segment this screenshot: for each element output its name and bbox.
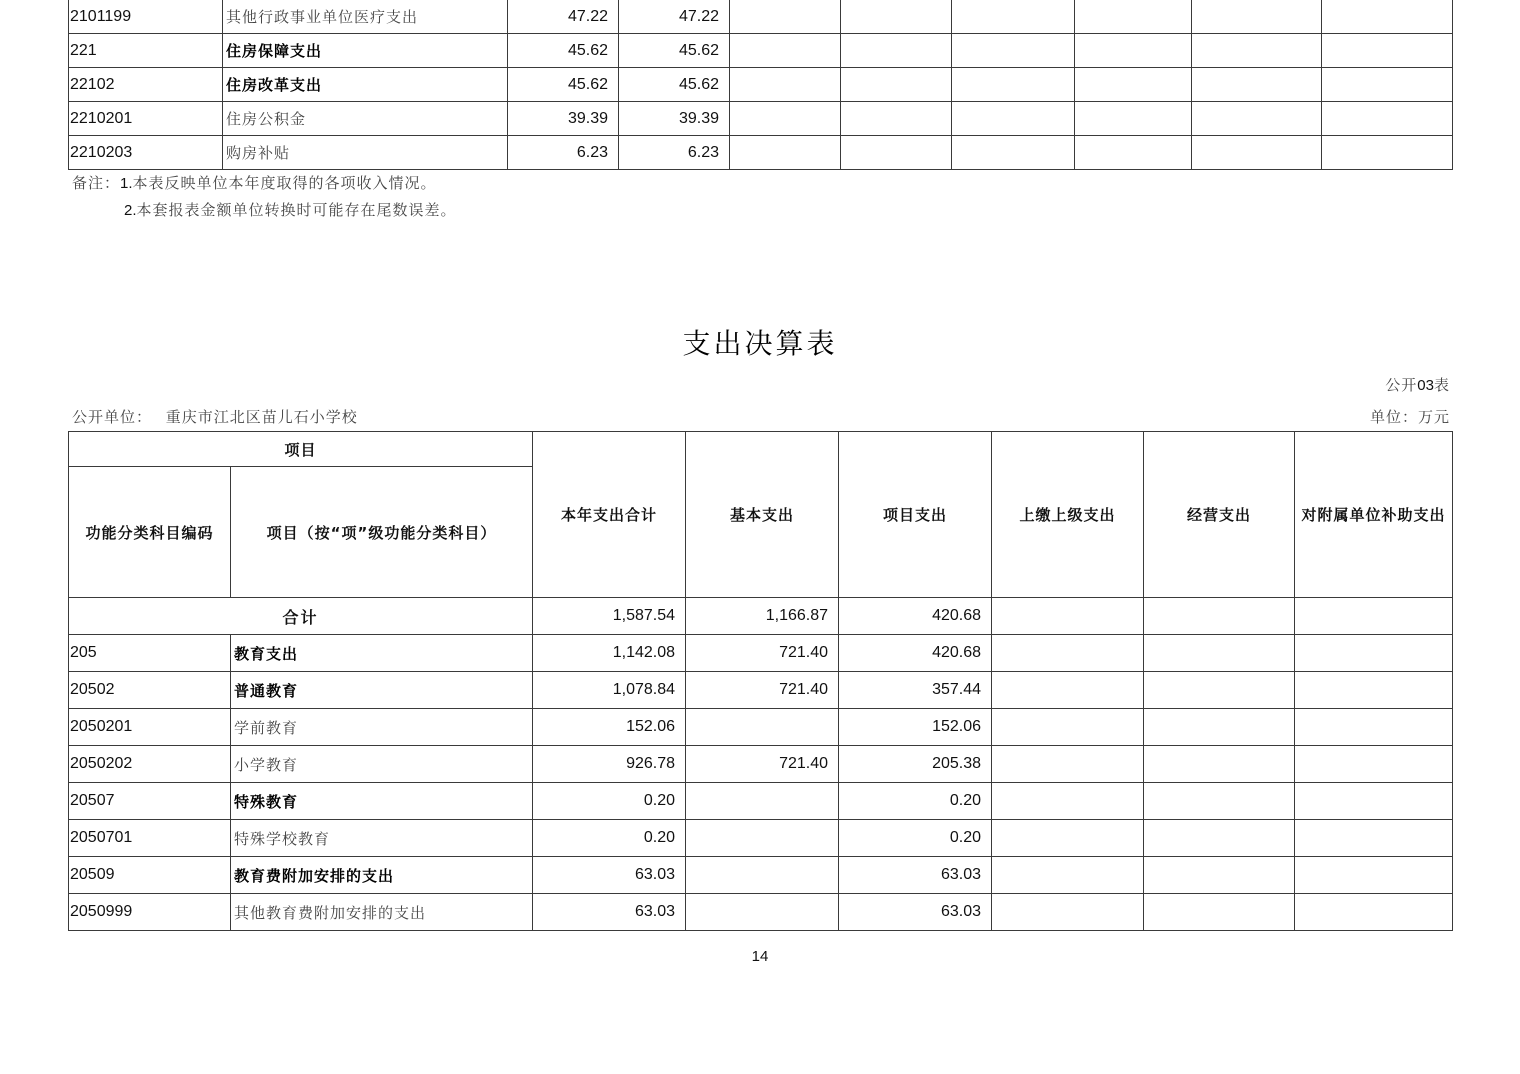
empty-cell <box>1075 68 1192 102</box>
row-code: 20502 <box>69 672 231 709</box>
empty-cell <box>992 783 1144 820</box>
empty-cell <box>992 746 1144 783</box>
empty-cell <box>841 136 952 170</box>
empty-cell <box>1322 68 1453 102</box>
empty-cell <box>1295 857 1453 894</box>
empty-cell <box>1295 783 1453 820</box>
note-prefix: 备注： <box>72 174 121 192</box>
empty-cell <box>730 136 841 170</box>
row-code: 2101199 <box>69 0 223 34</box>
empty-cell <box>1192 102 1322 136</box>
empty-cell <box>841 0 952 34</box>
row-value-2: 39.39 <box>619 102 730 136</box>
row-project: 63.03 <box>839 857 992 894</box>
empty-cell <box>992 672 1144 709</box>
note-line-2 <box>124 199 457 220</box>
row-name: 购房补贴 <box>223 136 508 170</box>
empty-cell <box>1322 34 1453 68</box>
table-row <box>69 34 1453 68</box>
empty-cell <box>841 102 952 136</box>
empty-cell <box>1144 746 1295 783</box>
empty-cell <box>1192 68 1322 102</box>
header-upper-level: 上缴上级支出 <box>992 432 1144 598</box>
table-row <box>69 820 1453 857</box>
form-number-suffix: 表 <box>1433 376 1450 394</box>
reporting-unit-name: 重庆市江北区苗儿石小学校 <box>165 408 358 426</box>
empty-cell <box>1295 820 1453 857</box>
row-total: 63.03 <box>533 894 686 931</box>
row-value-1: 6.23 <box>508 136 619 170</box>
header-business: 经营支出 <box>1144 432 1295 598</box>
empty-cell <box>1144 672 1295 709</box>
row-project: 63.03 <box>839 894 992 931</box>
note-line-1 <box>72 172 437 193</box>
empty-cell <box>1144 635 1295 672</box>
empty-cell <box>1192 0 1322 34</box>
currency-unit: 单位：万元 <box>1369 408 1450 426</box>
empty-cell <box>1295 709 1453 746</box>
row-name: 其他行政事业单位医疗支出 <box>223 0 508 34</box>
row-basic: 721.40 <box>686 672 839 709</box>
row-name: 小学教育 <box>231 746 533 783</box>
row-name: 教育费附加安排的支出 <box>231 857 533 894</box>
empty-cell <box>1144 709 1295 746</box>
row-code: 2050999 <box>69 894 231 931</box>
header-project: 项目 <box>69 432 533 467</box>
empty-cell <box>1295 672 1453 709</box>
empty-cell <box>1322 102 1453 136</box>
total-row <box>69 598 1453 635</box>
row-value-1: 45.62 <box>508 34 619 68</box>
total-upper <box>992 598 1144 635</box>
row-basic: 721.40 <box>686 746 839 783</box>
total-label: 合计 <box>69 598 533 635</box>
row-total: 926.78 <box>533 746 686 783</box>
row-value-2: 47.22 <box>619 0 730 34</box>
empty-cell <box>952 102 1075 136</box>
total-basic: 1,166.87 <box>686 598 839 635</box>
empty-cell <box>992 635 1144 672</box>
row-name: 教育支出 <box>231 635 533 672</box>
row-total: 1,142.08 <box>533 635 686 672</box>
header-project-expenditure: 项目支出 <box>839 432 992 598</box>
table-row <box>69 746 1453 783</box>
row-basic <box>686 783 839 820</box>
row-project: 357.44 <box>839 672 992 709</box>
row-name: 普通教育 <box>231 672 533 709</box>
empty-cell <box>1075 0 1192 34</box>
empty-cell <box>1144 820 1295 857</box>
empty-cell <box>1295 746 1453 783</box>
empty-cell <box>1075 34 1192 68</box>
row-code: 2050701 <box>69 820 231 857</box>
row-name: 学前教育 <box>231 709 533 746</box>
header-basic: 基本支出 <box>686 432 839 598</box>
row-basic: 721.40 <box>686 635 839 672</box>
row-total: 1,078.84 <box>533 672 686 709</box>
previous-table-continuation <box>68 0 1453 170</box>
empty-cell <box>952 34 1075 68</box>
row-code: 2050202 <box>69 746 231 783</box>
empty-cell <box>730 34 841 68</box>
table-row <box>69 68 1453 102</box>
row-basic <box>686 820 839 857</box>
row-name: 住房公积金 <box>223 102 508 136</box>
total-project: 420.68 <box>839 598 992 635</box>
row-code: 205 <box>69 635 231 672</box>
row-code: 22102 <box>69 68 223 102</box>
empty-cell <box>730 68 841 102</box>
table-row <box>69 857 1453 894</box>
empty-cell <box>1144 894 1295 931</box>
row-total: 0.20 <box>533 783 686 820</box>
note-2-text: 本套报表金额单位转换时可能存在尾数误差。 <box>136 201 457 219</box>
table-row <box>69 0 1453 34</box>
empty-cell <box>952 136 1075 170</box>
empty-cell <box>1144 857 1295 894</box>
total-subsidy <box>1295 598 1453 635</box>
empty-cell <box>1295 894 1453 931</box>
empty-cell <box>1192 34 1322 68</box>
row-value-1: 45.62 <box>508 68 619 102</box>
reporting-unit-label: 公开单位： <box>72 408 153 426</box>
row-value-1: 47.22 <box>508 0 619 34</box>
row-value-2: 45.62 <box>619 68 730 102</box>
empty-cell <box>992 820 1144 857</box>
total-business <box>1144 598 1295 635</box>
row-project: 420.68 <box>839 635 992 672</box>
row-name: 特殊学校教育 <box>231 820 533 857</box>
empty-cell <box>841 68 952 102</box>
row-total: 152.06 <box>533 709 686 746</box>
row-project: 0.20 <box>839 783 992 820</box>
row-value-1: 39.39 <box>508 102 619 136</box>
table-row <box>69 672 1453 709</box>
row-total: 0.20 <box>533 820 686 857</box>
total-value: 1,587.54 <box>533 598 686 635</box>
row-code: 20507 <box>69 783 231 820</box>
table-row <box>69 709 1453 746</box>
note-1-number: 1. <box>120 175 133 192</box>
row-value-2: 6.23 <box>619 136 730 170</box>
row-name: 住房改革支出 <box>223 68 508 102</box>
page-title: 支出决算表 <box>682 327 838 360</box>
row-basic <box>686 857 839 894</box>
empty-cell <box>1075 136 1192 170</box>
expenditure-table <box>68 431 1453 931</box>
row-code: 221 <box>69 34 223 68</box>
form-number-num: 03 <box>1417 377 1434 394</box>
row-code: 2050201 <box>69 709 231 746</box>
header-code: 功能分类科目编码 <box>69 467 231 598</box>
empty-cell <box>992 857 1144 894</box>
empty-cell <box>1295 635 1453 672</box>
note-2-number: 2. <box>124 202 137 219</box>
empty-cell <box>730 102 841 136</box>
row-total: 63.03 <box>533 857 686 894</box>
table-row <box>69 783 1453 820</box>
empty-cell <box>952 0 1075 34</box>
table-row <box>69 136 1453 170</box>
note-1-text: 本表反映单位本年度取得的各项收入情况。 <box>132 174 437 192</box>
empty-cell <box>1075 102 1192 136</box>
row-project: 0.20 <box>839 820 992 857</box>
reporting-unit <box>72 406 358 427</box>
empty-cell <box>841 34 952 68</box>
form-number-prefix: 公开 <box>1385 376 1418 394</box>
table-row <box>69 635 1453 672</box>
table-row <box>69 894 1453 931</box>
row-code: 2210203 <box>69 136 223 170</box>
row-name: 特殊教育 <box>231 783 533 820</box>
row-basic <box>686 894 839 931</box>
empty-cell <box>952 68 1075 102</box>
form-number <box>1385 374 1450 395</box>
row-project: 205.38 <box>839 746 992 783</box>
header-total: 本年支出合计 <box>533 432 686 598</box>
row-value-2: 45.62 <box>619 34 730 68</box>
row-name: 住房保障支出 <box>223 34 508 68</box>
table-row <box>69 102 1453 136</box>
empty-cell <box>730 0 841 34</box>
row-project: 152.06 <box>839 709 992 746</box>
empty-cell <box>992 894 1144 931</box>
empty-cell <box>1144 783 1295 820</box>
empty-cell <box>1322 0 1453 34</box>
row-name: 其他教育费附加安排的支出 <box>231 894 533 931</box>
row-basic <box>686 709 839 746</box>
empty-cell <box>1322 136 1453 170</box>
page-number: 14 <box>751 948 769 965</box>
header-name: 项目（按“项”级功能分类科目） <box>231 467 533 598</box>
empty-cell <box>992 709 1144 746</box>
header-subsidy: 对附属单位补助支出 <box>1295 432 1453 598</box>
row-code: 2210201 <box>69 102 223 136</box>
row-code: 20509 <box>69 857 231 894</box>
empty-cell <box>1192 136 1322 170</box>
